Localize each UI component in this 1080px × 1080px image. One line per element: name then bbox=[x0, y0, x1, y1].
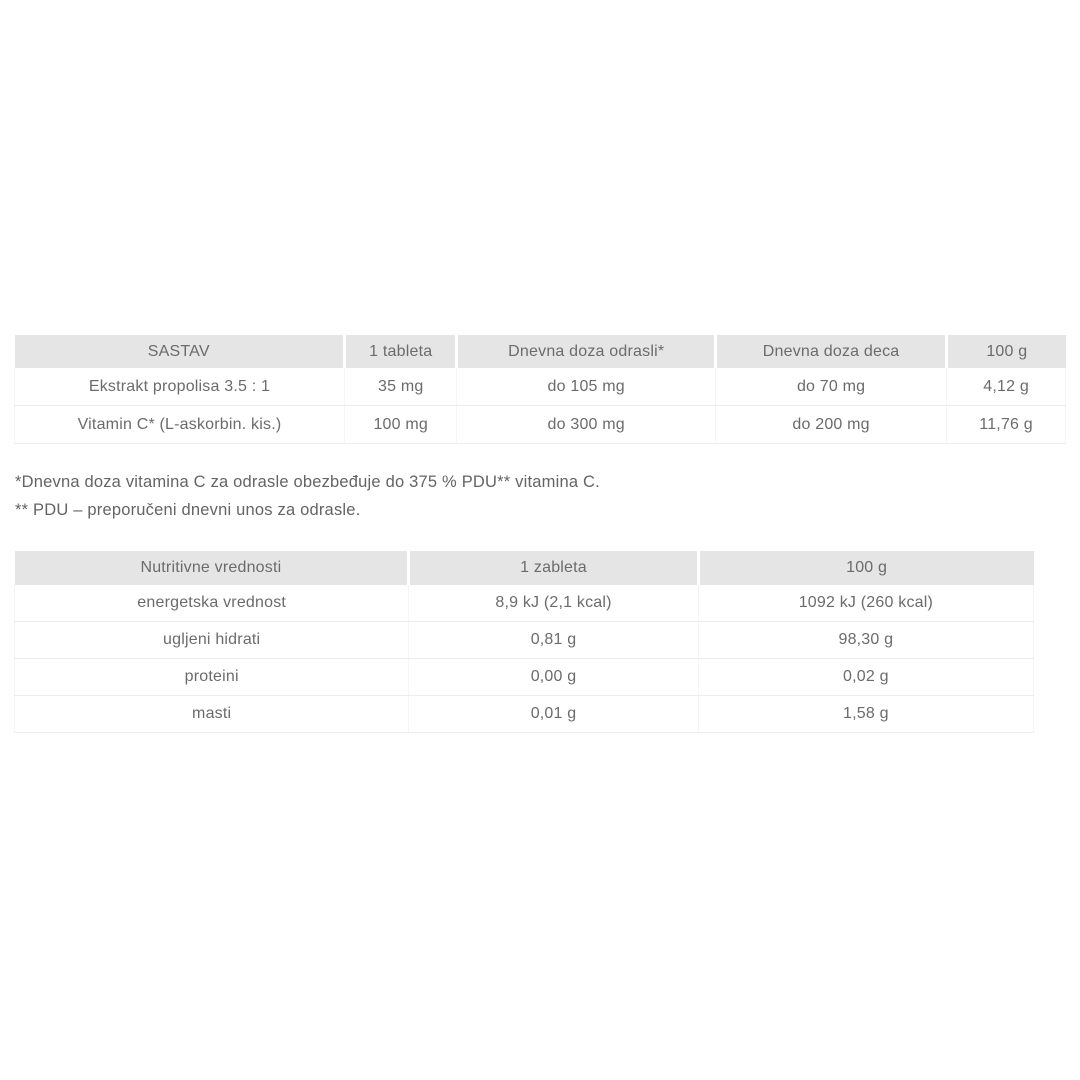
column-header: Dnevna doza deca bbox=[715, 335, 946, 368]
table-cell: proteini bbox=[15, 659, 409, 696]
table-row bbox=[15, 406, 1066, 444]
footnotes bbox=[15, 468, 600, 524]
table-cell: energetska vrednost bbox=[15, 585, 409, 622]
table-cell: 35 mg bbox=[345, 368, 457, 406]
table-cell: do 70 mg bbox=[715, 368, 946, 406]
table-cell: 8,9 kJ (2,1 kcal) bbox=[409, 585, 698, 622]
table-row bbox=[15, 622, 1034, 659]
header-row bbox=[15, 335, 1066, 368]
column-header: 1 zableta bbox=[409, 551, 698, 585]
column-header: SASTAV bbox=[15, 335, 345, 368]
table-row bbox=[15, 659, 1034, 696]
table-cell: 0,00 g bbox=[409, 659, 698, 696]
table-cell: do 300 mg bbox=[457, 406, 716, 444]
table-cell: 98,30 g bbox=[698, 622, 1033, 659]
table-row bbox=[15, 585, 1034, 622]
column-header: Nutritivne vrednosti bbox=[15, 551, 409, 585]
footnote-line-1: *Dnevna doza vitamina C za odrasle obezbeđuje do 375 % PDU** vitamina C. bbox=[15, 473, 600, 491]
table-cell: 0,01 g bbox=[409, 696, 698, 733]
table-cell: Ekstrakt propolisa 3.5 : 1 bbox=[15, 368, 345, 406]
table-cell: do 200 mg bbox=[715, 406, 946, 444]
table-row bbox=[15, 696, 1034, 733]
table-cell: ugljeni hidrati bbox=[15, 622, 409, 659]
table-cell: 1092 kJ (260 kcal) bbox=[698, 585, 1033, 622]
table-cell: Vitamin C* (L-askorbin. kis.) bbox=[15, 406, 345, 444]
table-cell: 1,58 g bbox=[698, 696, 1033, 733]
composition-table bbox=[14, 335, 1066, 444]
nutrition-table bbox=[14, 551, 1034, 733]
table-cell: do 105 mg bbox=[457, 368, 716, 406]
table-cell: 0,81 g bbox=[409, 622, 698, 659]
column-header: 100 g bbox=[698, 551, 1033, 585]
column-header: 1 tableta bbox=[345, 335, 457, 368]
table-cell: 11,76 g bbox=[947, 406, 1066, 444]
table-cell: 0,02 g bbox=[698, 659, 1033, 696]
table-cell: 4,12 g bbox=[947, 368, 1066, 406]
column-header: Dnevna doza odrasli* bbox=[457, 335, 716, 368]
table-cell: masti bbox=[15, 696, 409, 733]
table-cell: 100 mg bbox=[345, 406, 457, 444]
column-header: 100 g bbox=[947, 335, 1066, 368]
footnote-line-2: ** PDU – preporučeni dnevni unos za odrasle. bbox=[15, 501, 361, 519]
header-row bbox=[15, 551, 1034, 585]
table-row bbox=[15, 368, 1066, 406]
